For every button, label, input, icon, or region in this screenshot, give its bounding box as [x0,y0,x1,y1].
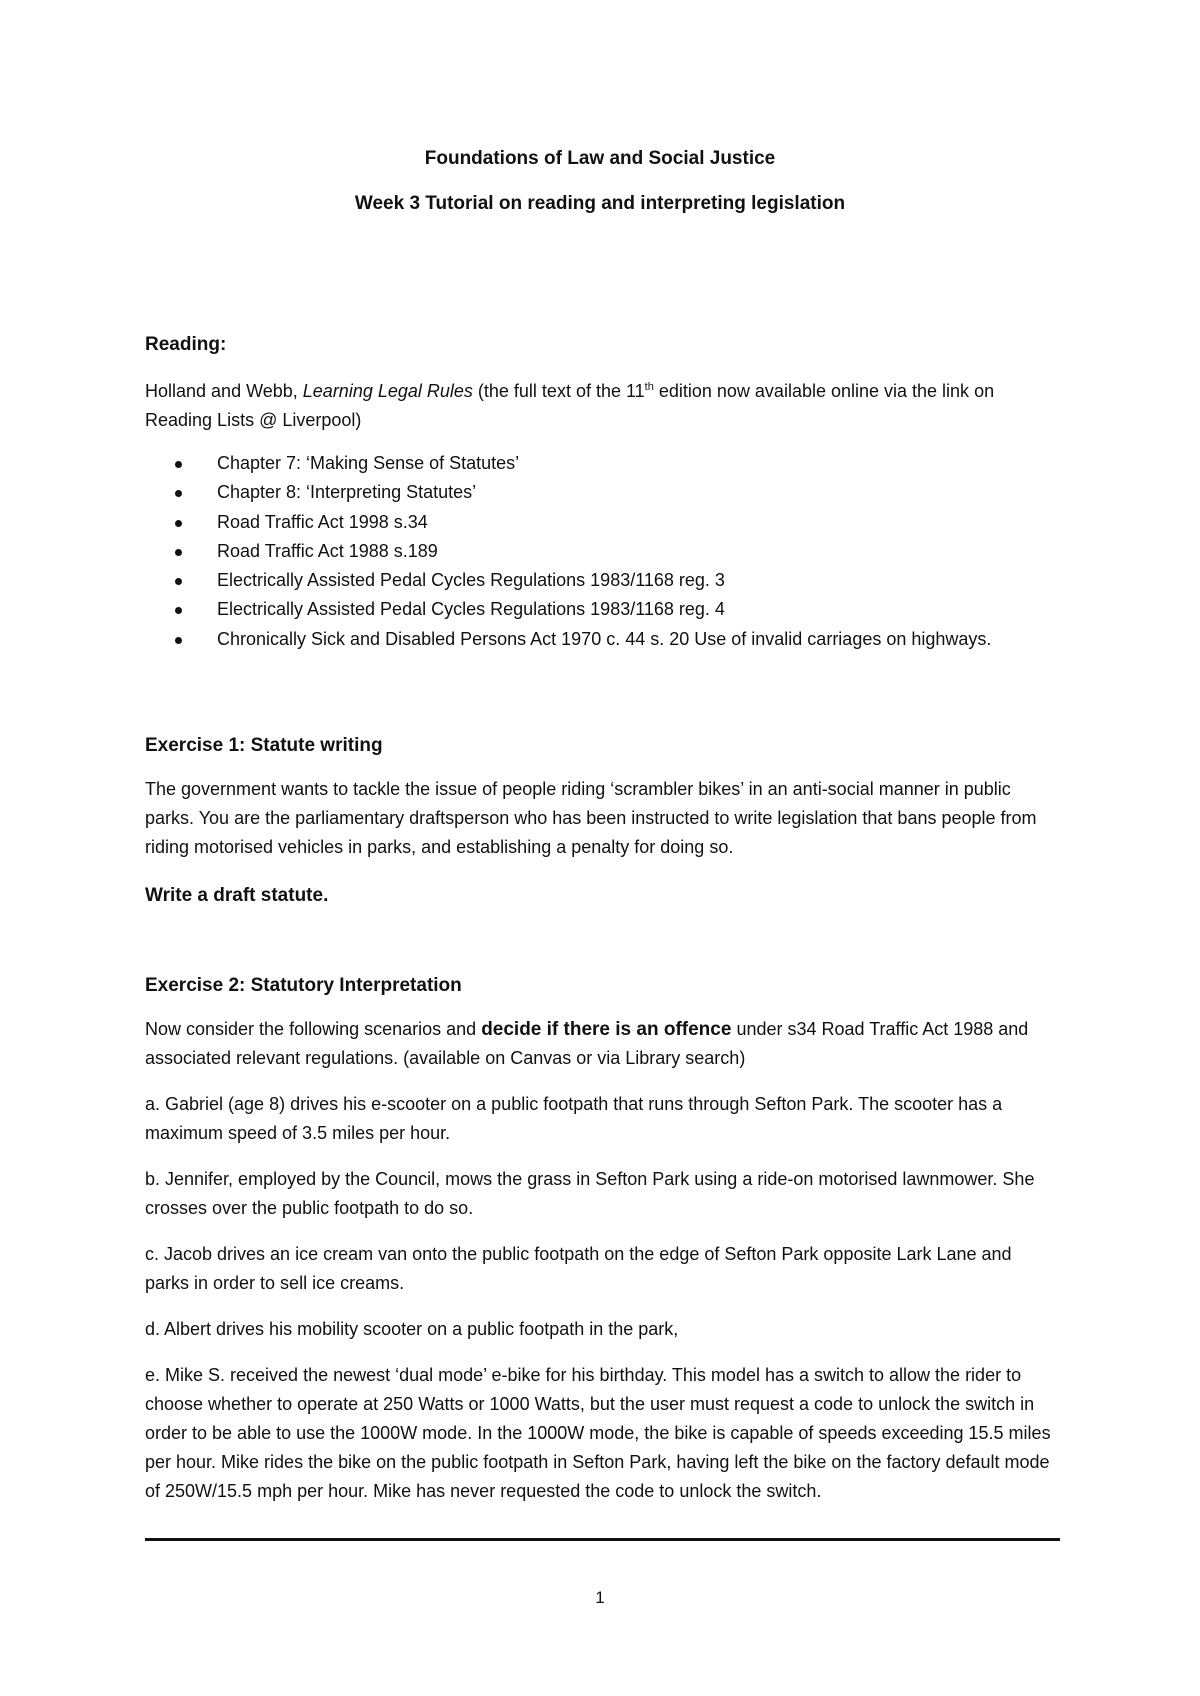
bullet-icon [175,520,182,527]
reading-list-item [145,478,1055,507]
bullet-icon [175,637,182,644]
reading-item-text: Road Traffic Act 1998 s.34 [217,511,428,532]
bullet-icon [175,461,182,468]
exercise2-intro-emphasis: decide if there is an offence [481,1019,732,1040]
reading-heading: Reading: [145,334,227,355]
reading-item-text: Road Traffic Act 1988 s.189 [217,540,438,561]
reading-item-text: Electrically Assisted Pedal Cycles Regulations 1983/1168 reg. 4 [217,599,725,620]
exercise1-text: The government wants to tackle the issue of people riding ‘scrambler bikes’ in an anti-social manner in public parks. You are the parliamentary draftsperson who has been instructed to write legislation that bans people from riding motorised vehicles in parks, and establishing a penalty for doing so. [145,779,1037,857]
bullet-icon [175,578,182,585]
reading-list-item [145,566,1055,595]
reading-item-text: Chapter 8: ‘Interpreting Statutes’ [217,482,477,503]
reading-list [145,449,1055,654]
reading-intro-part1: Holland and Webb, [145,381,303,401]
scenario-c: c. Jacob drives an ice cream van onto the public footpath on the edge of Sefton Park opposite Lark Lane and parks in order to sell ice creams. [145,1244,1012,1293]
reading-list-item [145,595,1055,624]
scenario-b: b. Jennifer, employed by the Council, mows the grass in Sefton Park using a ride-on motorised lawnmower. She crosses over the public footpath to do so. [145,1169,1035,1218]
reading-item-text: Chapter 7: ‘Making Sense of Statutes’ [217,453,520,473]
bullet-icon [175,549,182,556]
bullet-icon [175,490,182,497]
reading-list-item [145,508,1055,537]
reading-intro-superscript: th [644,381,654,393]
scenario-a: a. Gabriel (age 8) drives his e-scooter on a public footpath that runs through Sefton Park. The scooter has a maximum speed of 3.5 miles per hour. [145,1094,1003,1143]
document-title: Foundations of Law and Social Justice [424,148,776,169]
exercise2-intro-part1: Now consider the following scenarios and [145,1019,482,1039]
reading-intro [145,373,1055,435]
bullet-icon [175,607,182,614]
reading-intro-part2: (the full text of the 11 [472,381,645,401]
reading-intro-part3: edition now available online via the link on Reading Lists @ Liverpool) [145,381,995,430]
bottom-rule-divider [145,1538,1060,1541]
page-number: 1 [595,1588,605,1607]
reading-book-title: Learning Legal Rules [302,381,473,401]
reading-item-text: Chronically Sick and Disabled Persons Act 1970 c. 44 s. 20 Use of invalid carriages on highways. [217,628,992,649]
exercise2-intro-part2: under s34 Road Traffic Act 1988 and associated relevant regulations. (available on Canvas or via Library search) [145,1019,1029,1068]
scenario-e: e. Mike S. received the newest ‘dual mode’ e-bike for his birthday. This model has a switch to allow the rider to choose whether to operate at 250 Watts or 1000 Watts, but the user must request a code to unlock the switch in order to be able to use the 1000W mode. In the 1000W mode, the bike is capable of speeds exceeding 15.5 miles per hour. Mike rides the bike on the public footpath in Sefton Park, having left the bike on the factory default mode of 250W/15.5 mph per hour. Mike has never requested the code to unlock the switch. [145,1365,1051,1501]
reading-item-text: Electrically Assisted Pedal Cycles Regulations 1983/1168 reg. 3 [217,570,725,591]
reading-list-item [145,449,1055,478]
exercise2-heading: Exercise 2: Statutory Interpretation [145,975,462,996]
document-subtitle: Week 3 Tutorial on reading and interpreting legislation [354,193,846,214]
exercise2-intro [145,1015,1055,1073]
reading-list-item [145,537,1055,566]
exercise1-instruction: Write a draft statute. [145,885,329,906]
reading-list-item [145,625,1055,654]
scenario-d: d. Albert drives his mobility scooter on a public footpath in the park, [145,1319,679,1339]
exercise1-heading: Exercise 1: Statute writing [145,735,383,756]
